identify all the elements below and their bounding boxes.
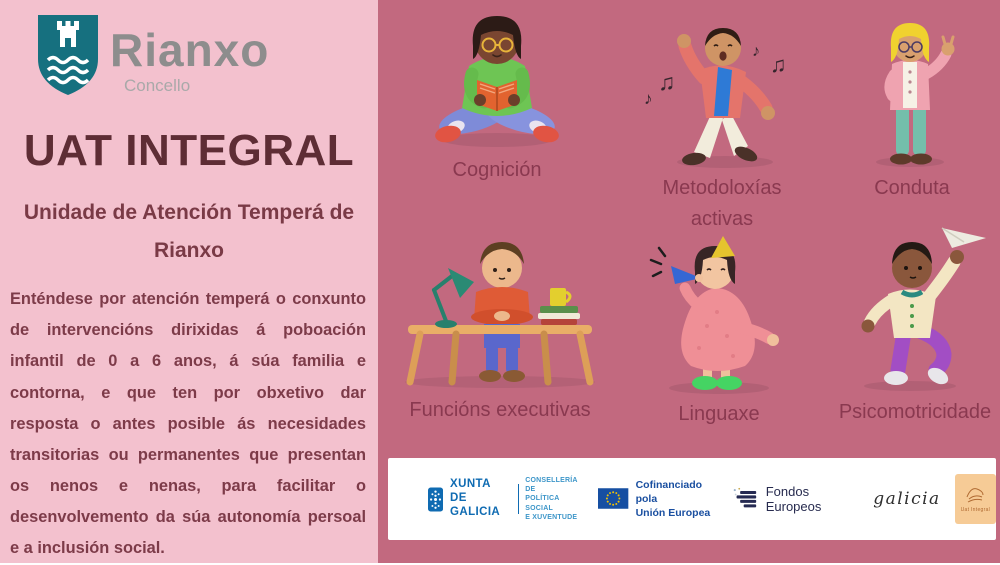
category-label: Metodoloxías activas	[662, 177, 782, 230]
left-panel	[0, 0, 378, 563]
category-funcions-executivas	[386, 232, 614, 426]
funcions-illustration-child-at-desk-icon	[390, 232, 610, 390]
cognicion-illustration-child-reading-icon	[422, 12, 572, 150]
category-label: Funcións executivas	[409, 399, 591, 421]
institutional-logo-bar	[388, 458, 996, 540]
fondos-europeos-logo	[733, 484, 857, 514]
eu-cofinancing-logo	[598, 478, 717, 521]
category-label: Cognición	[452, 159, 542, 181]
category-label: Psicomotricidade	[838, 401, 992, 423]
galicia-logo: galicia	[873, 489, 941, 509]
music-note-icon: ♪	[643, 89, 652, 108]
category-label: Conduta	[874, 177, 950, 199]
metodoloxias-illustration-child-dancing-icon	[630, 20, 815, 168]
paper-plane-icon	[942, 228, 986, 248]
category-metodoloxias-activas	[622, 20, 822, 235]
fondos-europeos-icon	[733, 486, 758, 512]
xunta-name-line2: DE GALICIA	[450, 492, 501, 518]
hands-doodle-icon	[963, 485, 987, 505]
xunta-emblem-icon	[428, 486, 443, 513]
right-panel	[378, 0, 1000, 563]
fondos-europeos-label: Fondos Europeos	[765, 484, 822, 514]
music-note-icon: ♫	[769, 52, 786, 77]
linguaxe-illustration-child-party-horn-icon	[637, 236, 802, 394]
xunta-name-line1: XUNTA	[450, 478, 491, 491]
conduta-illustration-child-waving-icon	[852, 20, 972, 168]
rianxo-shield-icon	[36, 13, 100, 97]
conselleria-label: CONSELLERÍA DE POLÍTICA SOCIAL E XUVENTUDE	[525, 477, 578, 521]
xunta-de-galicia-logo	[428, 476, 582, 521]
eu-cofinancing-label: Cofinanciado pola Unión Europea	[635, 478, 711, 520]
category-label: Linguaxe	[678, 403, 760, 425]
concello-rianxo-logo	[36, 13, 269, 97]
category-conduta	[828, 20, 996, 204]
music-note-icon: ♪	[751, 43, 760, 60]
divider	[518, 484, 519, 514]
brand-subtitle: Concello	[124, 76, 191, 95]
uat-badge-label: Uat Integral	[960, 507, 991, 513]
category-psicomotricidade	[824, 220, 1000, 428]
brand-name: Rianxo	[110, 24, 270, 76]
page-title: UAT INTEGRAL	[23, 126, 355, 175]
page-subtitle: Unidade de Atención Temperá de Rianxo	[23, 201, 355, 262]
category-linguaxe	[628, 236, 810, 430]
psicomotricidade-illustration-child-running-icon	[830, 220, 1000, 392]
eu-flag-icon	[598, 487, 628, 510]
intro-paragraph: Enténdese por atención temperá o conxunto de intervencións dirixidas á poboación infantil de 0 a 6 anos, á súa familia e contorna, e que ten por obxetivo dar resposta o antes posible ás necesidades transitorias ou permanentes que presentan os nenos e nenas, para facilitar o desenvolvemento da súa autonomía persoal e a inclusión social.	[10, 290, 366, 558]
uat-integral-badge	[955, 474, 996, 524]
music-note-icon: ♫	[657, 69, 675, 95]
category-cognicion	[406, 12, 588, 186]
